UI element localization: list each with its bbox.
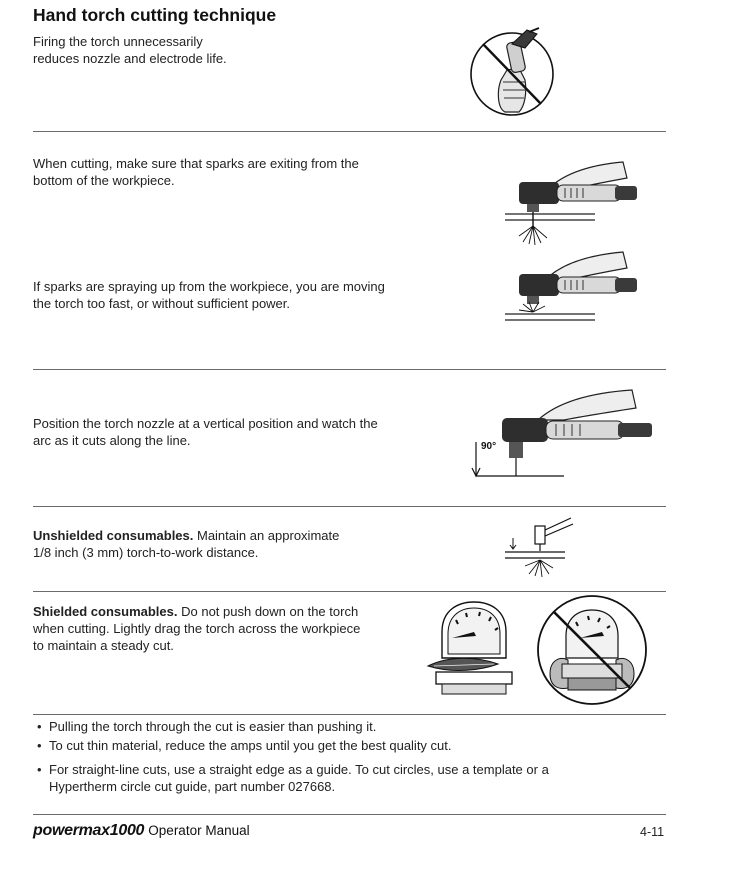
- tip-2-line-1: • To cut thin material, reduce the amps until you get the best quality cut.: [49, 738, 452, 753]
- footer-title: [33, 822, 250, 840]
- footer-rule: [33, 814, 666, 815]
- sparks-up-line-2: the torch too fast, or without sufficient power.: [33, 296, 291, 311]
- sparks-bottom-line-1: When cutting, make sure that sparks are exiting from the: [33, 156, 359, 171]
- unshielded-text: [33, 527, 339, 561]
- tip-3-line-2: Hypertherm circle cut guide, part number 027668.: [49, 779, 336, 794]
- tips-list: [33, 718, 673, 795]
- no-pushing-scale-icon: [532, 594, 652, 706]
- divider-2: [33, 369, 666, 370]
- page-title: Hand torch cutting technique: [33, 5, 277, 25]
- standoff-distance-icon: [505, 518, 575, 580]
- torch-sparks-down-icon: [505, 152, 640, 247]
- vertical-line-1: Position the torch nozzle at a vertical position and watch the: [33, 416, 378, 431]
- list-item: [33, 761, 673, 795]
- unshielded-line-2: 1/8 inch (3 mm) torch-to-work distance.: [33, 545, 259, 560]
- intro-line-2: reduces nozzle and electrode life.: [33, 51, 227, 66]
- shielded-rest: Do not push down on the torch: [177, 604, 359, 619]
- sparks-bottom-line-2: bottom of the workpiece.: [33, 173, 175, 188]
- shielded-line-2: when cutting. Lightly drag the torch across the workpiece: [33, 621, 361, 636]
- no-firing-icon: [467, 20, 557, 128]
- sparks-up-text: [33, 278, 385, 312]
- vertical-line-2: arc as it cuts along the line.: [33, 433, 191, 448]
- scale-feather-icon: [428, 598, 520, 700]
- torch-vertical-90-icon: [472, 386, 662, 481]
- shielded-text: [33, 603, 360, 654]
- intro-text: [33, 33, 227, 67]
- divider-5: [33, 714, 666, 715]
- intro-line-1: Firing the torch unnecessarily: [33, 34, 203, 49]
- unshielded-rest: Maintain an approximate: [193, 528, 340, 543]
- torch-sparks-up-icon: [505, 248, 640, 323]
- sparks-up-line-1: If sparks are spraying up from the workpiece, you are moving: [33, 279, 385, 294]
- list-item: [33, 718, 673, 735]
- shielded-heading: Shielded consumables.: [33, 604, 178, 619]
- brand-logo: powermax1000: [33, 822, 145, 839]
- list-item: [33, 737, 673, 754]
- sparks-bottom-text: [33, 155, 359, 189]
- page-number: 4-11: [640, 825, 665, 839]
- unshielded-heading: Unshielded consumables.: [33, 528, 194, 543]
- divider-4: [33, 591, 666, 592]
- tip-1-line-1: • Pulling the torch through the cut is easier than pushing it.: [49, 719, 377, 734]
- divider-3: [33, 506, 666, 507]
- shielded-line-3: to maintain a steady cut.: [33, 638, 174, 653]
- divider-1: [33, 131, 666, 132]
- tip-3-line-1: • For straight-line cuts, use a straight edge as a guide. To cut circles, use a template or a: [49, 762, 549, 777]
- manual-label: Operator Manual: [148, 823, 250, 838]
- vertical-text: [33, 415, 378, 449]
- angle-label: 90°: [481, 441, 497, 452]
